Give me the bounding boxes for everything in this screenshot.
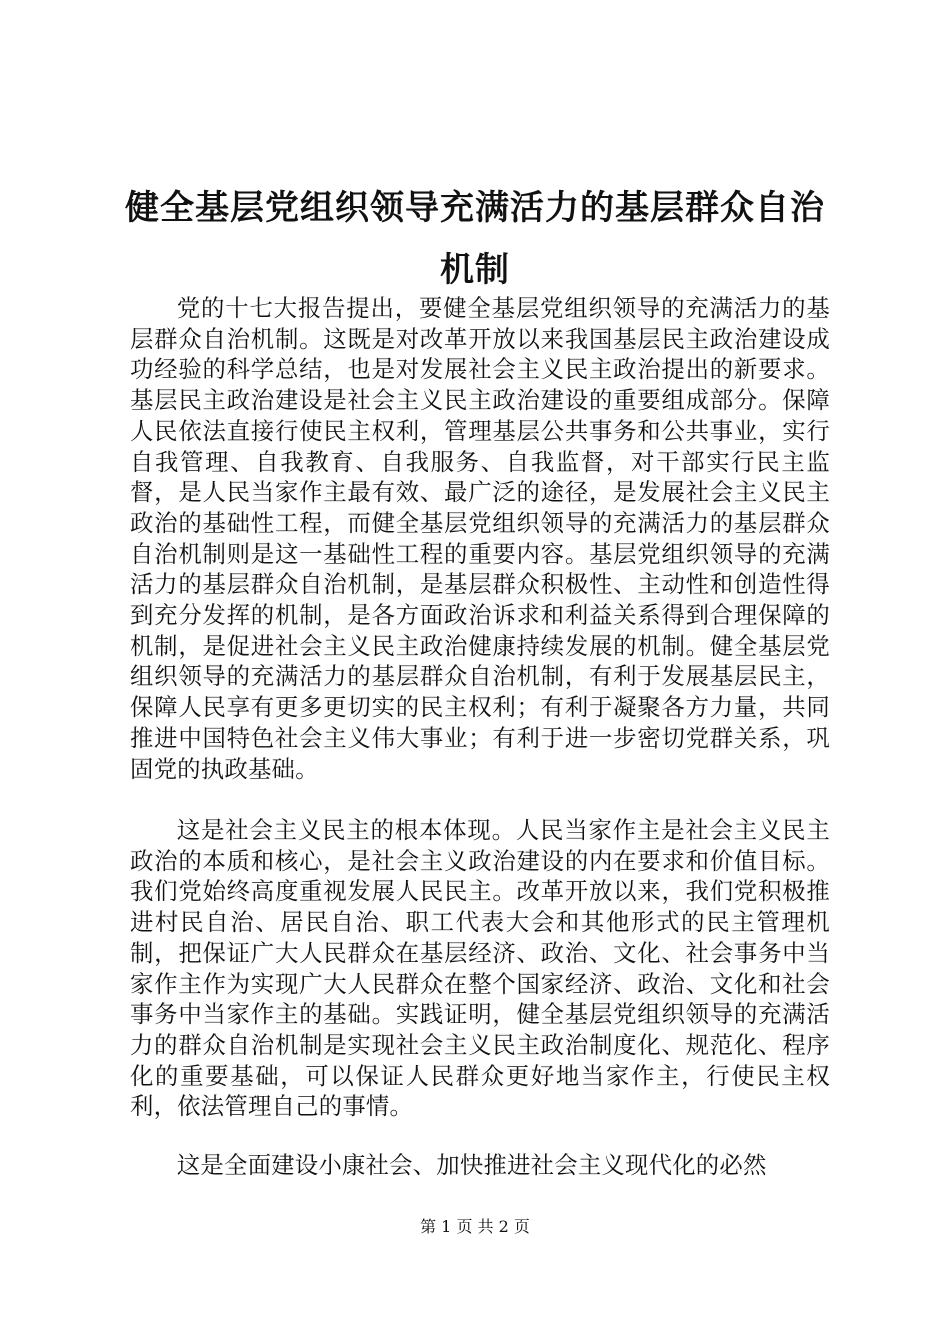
document-title-line-2: 机制 [440,250,510,290]
document-title-line-1: 健全基层党组织领导充满活力的基层群众自治 [125,188,825,228]
body-paragraph-1: 党的十七大报告提出，要健全基层党组织领导的充满活力的基层群众自治机制。这既是对改革开放以来我国基层民主政治建设成功经验的科学总结，也是对发展社会主义民主政治提出的新要求。基层民主政治建设是社会主义民主政治建设的重要组成部分。保障人民依法直接行使民主权利，管理基层公共事务和公共事业，实行自我管理、自我教育、自我服务、自我监督，对干部实行民主监督，是人民当家作主最有效、最广泛的途径，是发展社会主义民主政治的基础性工程，而健全基层党组织领导的充满活力的基层群众自治机制则是这一基础性工程的重要内容。基层党组织领导的充满活力的基层群众自治机制，是基层群众积极性、主动性和创造性得到充分发挥的机制，是各方面政治诉求和利益关系得到合理保障的机制，是促进社会主义民主政治健康持续发展的机制。健全基层党组织领导的充满活力的基层群众自治机制，有利于发展基层民主，保障人民享有更多更切实的民主权利；有利于凝聚各方力量，共同推进中国特色社会主义伟大事业；有利于进一步密切党群关系，巩固党的执政基础。 [130,294,830,783]
page-footer: 第 1 页 共 2 页 [420,1217,530,1236]
body-paragraph-3: 这是全面建设小康社会、加快推进社会主义现代化的必然 [176,1151,767,1179]
body-paragraph-2: 这是社会主义民主的根本体现。人民当家作主是社会主义民主政治的本质和核心，是社会主义政治建设的内在要求和价值目标。我们党始终高度重视发展人民民主。改革开放以来，我们党积极推进村民自治、居民自治、职工代表大会和其他形式的民主管理机制，把保证广大人民群众在基层经济、政治、文化、社会事务中当家作主作为实现广大人民群众在整个国家经济、政治、文化和社会事务中当家作主的基础。实践证明，健全基层党组织领导的充满活力的群众自治机制是实现社会主义民主政治制度化、规范化、程序化的重要基础，可以保证人民群众更好地当家作主，行使民主权利，依法管理自己的事情。 [130,816,830,1121]
